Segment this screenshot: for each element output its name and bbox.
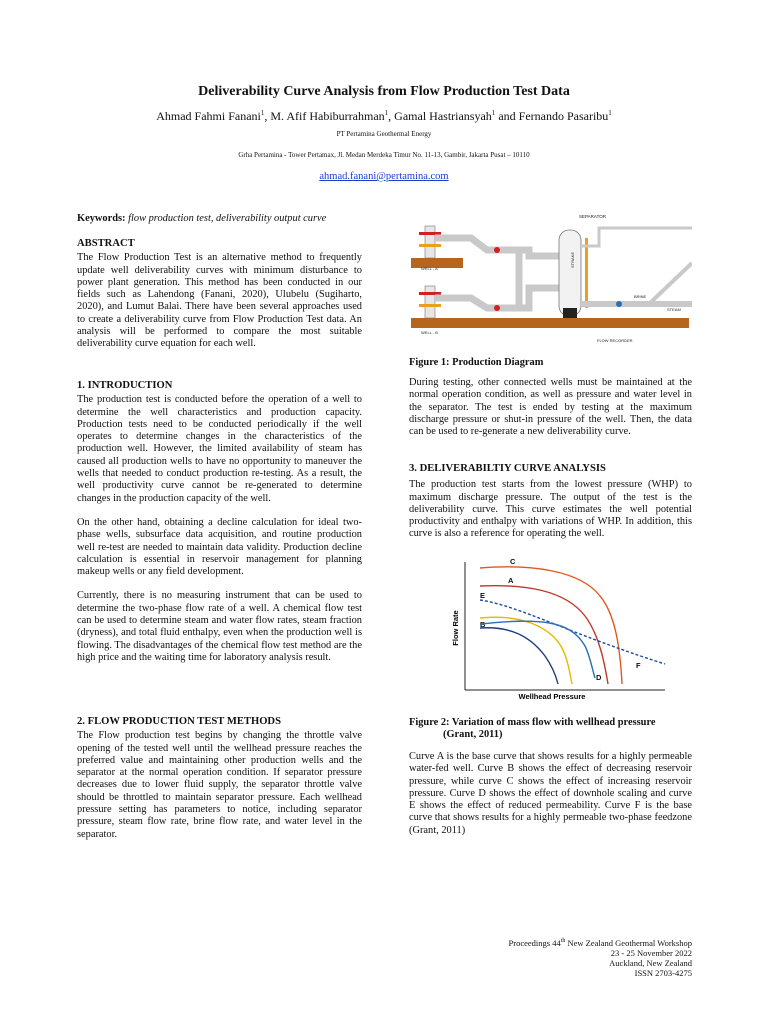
keywords [77,213,362,225]
footer-sup: th [560,938,566,944]
figure1-paragraph-block [409,377,692,438]
figure2-caption-block [409,717,692,742]
ground-strip [411,318,559,328]
label-brine: BRINE [634,294,647,299]
x-axis-label: Wellhead Pressure [518,692,586,701]
author-affil-sup: 1 [260,109,265,117]
footer-line: ISSN 2703-4275 [634,968,692,979]
curve-label-d: D [596,673,602,682]
figure1-paragraph: During testing, other connected wells must be maintained at the normal operation condition, as well as pressure and water level in the separator. The test is ended by testing at the maximum discharge pressure or shut-in pressure of the well. Then, the data can be used to re-generate a new deliverability curve. [409,377,692,438]
analysis-section [409,463,692,541]
author-affil-sup: 1 [384,109,389,117]
figure2-paragraph: Curve A is the base curve that shows results for a highly permeable water-fed well. Curve B shows the effect of decreasing reservoir pressure, while curve C shows the effect of increasing reservoir pressure. Curve D shows the effect of downhole scaling and curve E shows the effect of reduced permeability. Curve F is the base curve that shows results for a highly permeable two-phase feedzone (Grant, 2011) [409,751,692,836]
author-affil-sup: 1 [608,109,612,117]
introduction-heading: 1. INTRODUCTION [77,380,173,391]
curve-a [480,586,608,684]
figure2-caption-text: Figure 2: Variation of mass flow with wellhead pressure [409,717,656,728]
author-affil-sup: 1 [491,109,496,117]
label-well-b: WELL - B [421,330,438,335]
author-list [0,109,768,124]
label-separator: SEPARATOR [579,214,607,219]
figure2-caption-citation: (Grant, 2011) [443,729,503,741]
author-separator: , [388,109,395,123]
abstract-body: The Flow Production Test is an alternative method to frequently update well deliverability curves with minimum disturbance to power plant generation. This method has been conducted in our fields such as Lahendong (Fanani, 2020), Ulubelu (Sugiharto, 2020), and Lumut Balai. There have been several approaches used to create a deliverability curve from Flow Production Test data. An analysis will be performed to compare the most suitable deliverability curve equation for each well. [77,252,362,350]
author-separator: and [495,109,519,123]
steam-line [581,228,692,246]
keywords-text: flow production test, deliverability output curve [128,213,327,224]
paper-title: Deliverability Curve Analysis from Flow Production Test Data [198,84,570,99]
label-flow-recorder: FLOW RECORDER [597,338,633,343]
affiliation [0,130,768,138]
address: Grha Pertamina - Tower Pertamax, Jl. Medan Merdeka Timur No. 11-13, Gambir, Jakarta Pusat – 10110 [238,151,530,159]
figure1-caption-block [409,357,692,369]
curve-label-a: A [508,576,514,585]
analysis-paragraph: The production test starts from the lowest pressure (WHP) to maximum discharge pressure. The output of the test is the deliverability curve. This curve estimates the well potential productivity and enthalpy with variations of WHP. In addition, this curve is also a reference for operating the well. [409,479,692,540]
introduction-section [77,380,362,664]
curve-f [480,628,558,684]
author-name: Gamal Hastriansyah [394,109,492,123]
abstract-section [77,238,362,351]
strake-gauge [585,238,588,308]
introduction-paragraph: The production test is conducted before the operation of a well to determine the well characteristics and production capacity. Production tests need to be conducted periodically if the well operates to determine changes in the characteristics of the production well. However, the limited availability of steam has caused all production wells to have no opportunity to maneuver the wells that needed to conduct production re-testing. As a result, the well productivity curve cannot be re-generated to determine changes in the production capacity of the well. [77,394,362,504]
brine-return-line [649,263,692,304]
figure2-paragraph-block [409,751,692,837]
analysis-heading: 3. DELIVERABILTIY CURVE ANALYSIS [409,463,606,474]
separator-base [563,308,577,318]
valve-icon [494,305,500,311]
author-name: M. Afif Habiburrahman [270,109,385,123]
figure2-caption [409,717,692,742]
methods-heading: 2. FLOW PRODUCTION TEST METHODS [77,716,281,727]
author-email [0,171,768,182]
curve-d [480,621,595,678]
footer-text: New Zealand Geothermal Workshop [565,937,692,948]
valve-icon [494,247,500,253]
author-separator: , [264,109,271,123]
footer-line: Auckland, New Zealand [609,958,692,969]
label-strake: STRAKE [570,251,575,268]
email-link[interactable]: ahmad.fanani@pertamina.com [319,171,449,182]
flow-meter-icon [616,301,622,307]
wellhead-a [419,226,441,258]
label-steam: STEAM [667,307,681,312]
curve-label-e: E [480,591,486,600]
proceedings-footer [392,936,692,979]
label-well-a: WELL - A [421,266,438,271]
keywords-label: Keywords: [77,213,126,224]
curve-label-b: B [480,620,486,629]
curve-b [480,617,572,684]
curve-label-c: C [510,557,516,566]
author-name: Ahmad Fahmi Fanani [156,109,261,123]
footer-line [392,936,692,948]
introduction-paragraph: Currently, there is no measuring instrument that can be used to determine the two-phase flow rate of a well. A chemical flow test can be used to determine steam and water flow rates, steam fraction (dryness), and total fluid enthalpy, even when the production well is flowing. The disadvantages of the chemical flow test method are the high price and the waiting time for laboratory analysis result. [77,590,362,663]
separator-vessel [559,230,581,316]
y-axis-label: Flow Rate [451,610,460,646]
deliverability-chart [450,556,672,704]
affiliation-text: PT Pertamina Geothermal Energy [336,130,432,138]
footer-text: Proceedings 44 [508,937,561,948]
wellhead-b [419,286,441,318]
ground-strip [559,318,689,328]
methods-paragraph: The Flow production test begins by changing the throttle valve opening of the tested well until the wellhead pressure reaches the preferred value and maintaining other production wells and the separator at the normal operation condition. If separator pressure decreases due to lower fluid supply, the separator throttle valve should be throttled to maintain separator pressure. Each wellhead pressure setting has parameters to notice, including separator pressure, steam flow rate, brine flow rate, and water level in the separator. [77,730,362,840]
abstract-heading: ABSTRACT [77,238,135,249]
production-diagram [409,208,692,346]
figure1-caption: Figure 1: Production Diagram [409,357,544,368]
methods-section [77,716,362,841]
curve-label-f: F [636,661,641,670]
introduction-paragraph: On the other hand, obtaining a decline calculation for ideal two-phase wells, subsurface data acquisition, and routine production well re-test are needed to maintain data validity. Production decline calculation is essential in reservoir management for planning makeup wells or any field development. [77,516,362,578]
author-name: Fernando Pasaribu [518,109,609,123]
footer-line: 23 - 25 November 2022 [610,948,692,959]
